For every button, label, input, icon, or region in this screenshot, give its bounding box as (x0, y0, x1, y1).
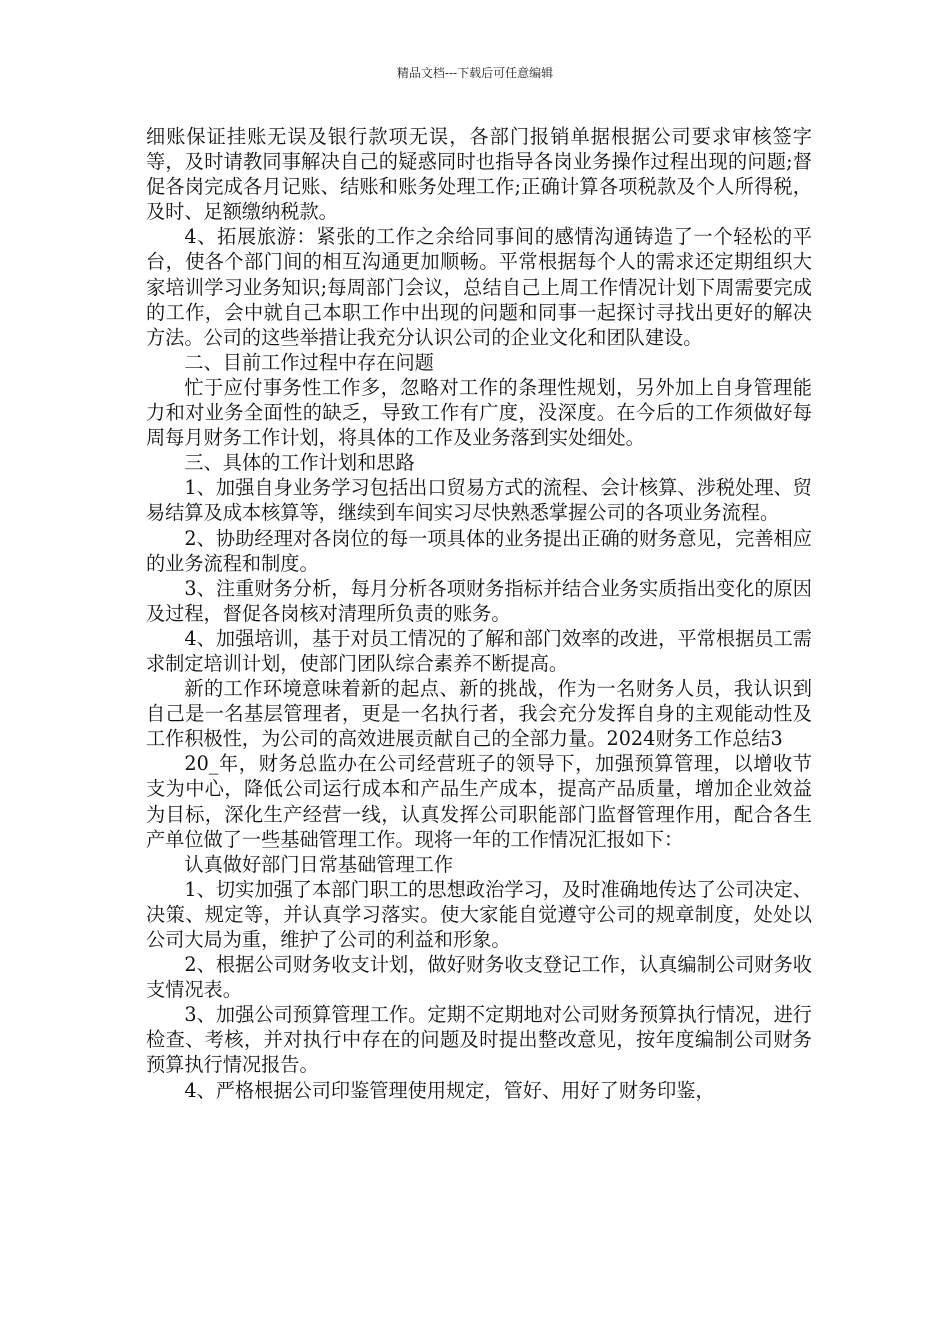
paragraph: 细账保证挂账无误及银行款项无误，各部门报销单据根据公司要求审核签字等，及时请教同事解决自己的疑惑同时也指导各岗业务操作过程出现的问题;督促各岗完成各月记账、结账和账务处理工作;正确计算各项税款及个人所得税，及时、足额缴纳税款。 (146, 125, 812, 224)
paragraph: 4、加强培训，基于对员工情况的了解和部门效率的改进，平常根据员工需求制定培训计划，使部门团队综合素养不断提高。 (146, 626, 812, 675)
paragraph: 4、拓展旅游：紧张的工作之余给同事间的感情沟通铸造了一个轻松的平台，使各个部门间的相互沟通更加顺畅。平常根据每个人的需求还定期组织大家培训学习业务知识;每周部门会议，总结自己上周工作情况计划下周需要完成的工作，会中就自己本职工作中出现的问题和同事一起探讨寻找出更好的解决方法。公司的这些举措让我充分认识公司的企业文化和团队建设。 (146, 225, 812, 349)
paragraph: 4、严格根据公司印鉴管理使用规定，管好、用好了财务印鉴， (184, 1078, 715, 1102)
paragraph: 忙于应付事务性工作多，忽略对工作的条理性规划，另外加上自身管理能力和对业务全面性的缺乏，导致工作有广度，没深度。在今后的工作须做好每周每月财务工作计划，将具体的工作及业务落到实处细处。 (146, 375, 812, 450)
paragraph: 2、根据公司财务收支计划，做好财务收支登记工作，认真编制公司财务收支情况表。 (146, 953, 812, 1002)
section-heading: 三、具体的工作计划和思路 (184, 451, 415, 475)
paragraph: 2、协助经理对各岗位的每一项具体的业务提出正确的财务意见，完善相应的业务流程和制度。 (146, 526, 812, 575)
paragraph: 1、加强自身业务学习包括出口贸易方式的流程、会计核算、涉税处理、贸易结算及成本核算等，继续到车间实习尽快熟悉掌握公司的各项业务流程。 (146, 476, 812, 525)
section-heading: 二、目前工作过程中存在问题 (184, 350, 434, 374)
section-heading: 认真做好部门日常基础管理工作 (184, 852, 454, 876)
page-header: 精品文档---下载后可任意编辑 (396, 66, 554, 80)
paragraph: 20_年，财务总监办在公司经营班子的领导下，加强预算管理，以增收节支为中心，降低公司运行成本和产品生产成本，提高产品质量，增加企业效益为目标，深化生产经营一线，认真发挥公司职能部门监督管理作用，配合各生产单位做了一些基础管理工作。现将一年的工作情况汇报如下： (146, 752, 812, 851)
paragraph: 新的工作环境意味着新的起点、新的挑战，作为一名财务人员，我认识到自己是一名基层管理者，更是一名执行者，我会充分发挥自身的主观能动性及工作积极性，为公司的高效进展贡献自己的全部力量。2024财务工作总结3 (146, 677, 812, 751)
paragraph: 3、注重财务分析，每月分析各项财务指标并结合业务实质指出变化的原因及过程，督促各岗核对清理所负责的账务。 (146, 576, 812, 625)
paragraph: 3、加强公司预算管理工作。定期不定期地对公司财务预算执行情况，进行检查、考核，并对执行中存在的问题及时提出整改意见，按年度编制公司财务预算执行情况报告。 (146, 1003, 812, 1077)
paragraph: 1、切实加强了本部门职工的思想政治学习，及时准确地传达了公司决定、决策、规定等，并认真学习落实。使大家能自觉遵守公司的规章制度，处处以公司大局为重，维护了公司的利益和形象。 (146, 877, 812, 951)
document-body (146, 124, 812, 1103)
